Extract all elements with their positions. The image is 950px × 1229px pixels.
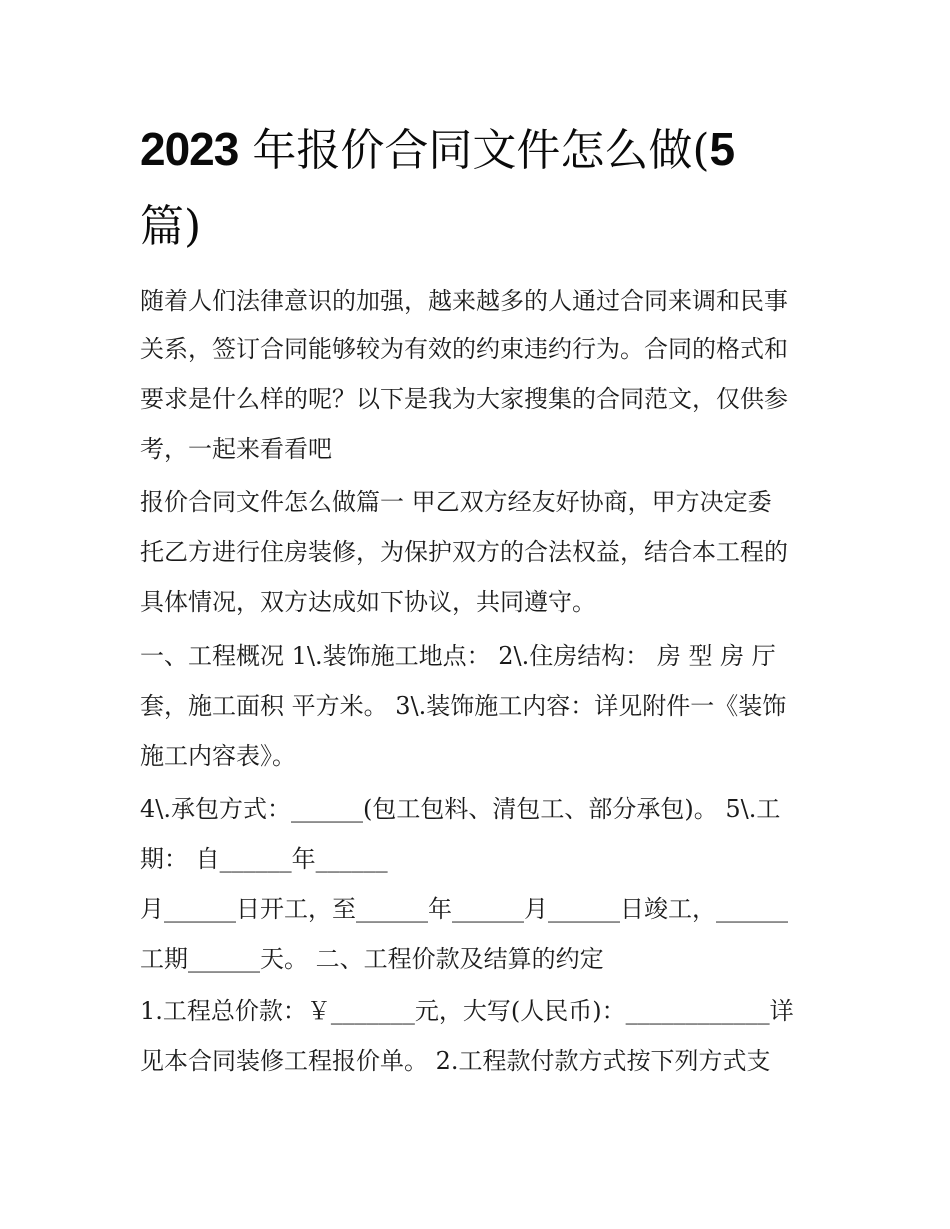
intro-line-2: 关系，签订合同能够较为有效的约束违约行为。合同的格式和: [140, 335, 788, 363]
overview-line-1: 一、工程概况 1\.装饰施工地点： 2\.住房结构： 房 型 房 厅: [140, 642, 776, 670]
overview-line-2: 套，施工面积 平方米。 3\.装饰施工内容：详见附件一《装饰: [140, 692, 787, 720]
document-title-line-1: [140, 124, 734, 174]
price-line-1: 1.工程总价款：￥_______元，大写(人民币)：____________详: [140, 997, 794, 1025]
preamble-line-3: 具体情况，双方达成如下协议，共同遵守。: [140, 588, 596, 616]
preamble-line-2: 托乙方进行住房装修，为保护双方的合法权益，结合本工程的: [140, 538, 788, 566]
price-line-2: 见本合同装修工程报价单。 2.工程款付款方式按下列方式支: [140, 1047, 771, 1075]
method-line-1: 4\.承包方式：______(包工包料、清包工、部分承包)。 5\.工: [140, 795, 781, 823]
intro-line-1: 随着人们法律意识的加强，越来越多的人通过合同来调和民事: [140, 287, 788, 315]
title-text: 年报价合同文件怎么做(: [238, 125, 710, 176]
preamble-line-1: 报价合同文件怎么做篇一 甲乙双方经友好协商，甲方决定委: [140, 488, 772, 516]
schedule-line-1: 月______日开工，至______年______月______日竣工，______: [140, 895, 788, 923]
overview-line-3: 施工内容表》。: [140, 742, 296, 770]
intro-line-3: 要求是什么样的呢？以下是我为大家搜集的合同范文，仅供参: [140, 385, 788, 413]
title-year: 2023: [140, 123, 239, 175]
intro-line-4: 考，一起来看看吧: [140, 435, 332, 463]
method-line-2: 期： 自______年______: [140, 845, 388, 873]
title-count: 5: [709, 123, 735, 175]
schedule-line-2: 工期______天。 二、工程价款及结算的约定: [140, 945, 604, 973]
document-title-line-2: 篇): [140, 201, 202, 252]
